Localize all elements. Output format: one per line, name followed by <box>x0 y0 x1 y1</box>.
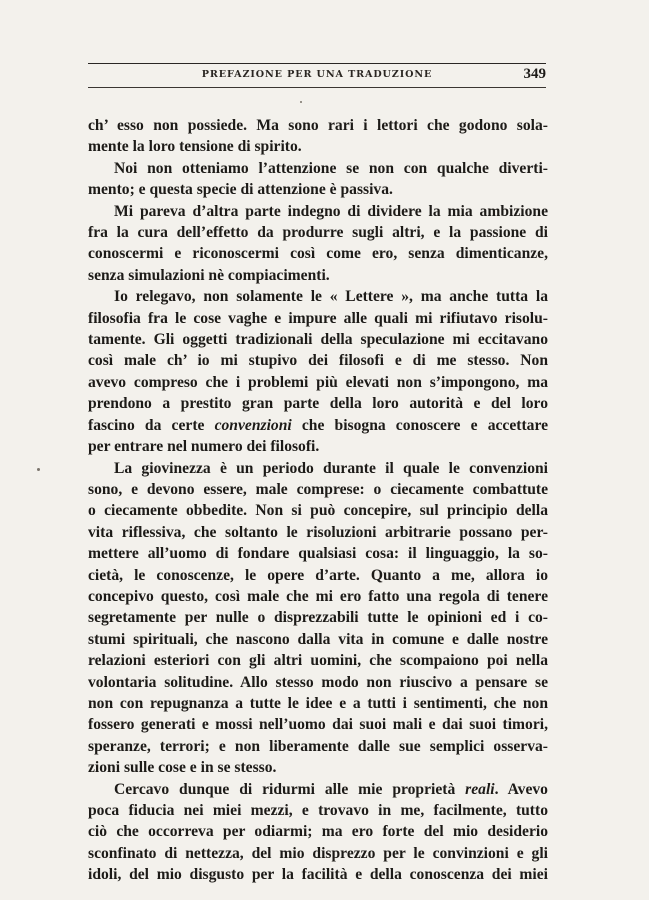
text-line: Cercavo dunque di ridurmi alle mie proprietà reali. Avevo <box>114 780 548 798</box>
text-line: speranze, terrori; e non liberamente dalle sue semplici osserva- <box>88 737 548 755</box>
text-line: stumi spirituali, che nascono dalla vita in comune e dalle nostre <box>88 630 548 648</box>
text-line: concepivo questo, così male che mi ero fatto una regola di tenere <box>88 587 548 605</box>
text-line: idoli, del mio disgusto per la facilità e della conoscenza dei miei <box>88 866 548 884</box>
text-line: prendono a prestito gran parte della loro autorità e del loro <box>88 395 548 413</box>
page-number: 349 <box>523 66 546 82</box>
text-line: Mi pareva d’altra parte indegno di dividere la mia ambizione <box>114 202 548 220</box>
text-line: zioni sulle cose e in se stesso. <box>88 759 277 777</box>
text-line: cietà, le conoscenze, le opere d’arte. Quanto a me, allora io <box>88 566 548 584</box>
text-line: mente la loro tensione di spirito. <box>88 138 302 156</box>
text-line: Io relegavo, non solamente le « Lettere », ma anche tutta la <box>114 288 548 306</box>
text-line: volontaria solitudine. Allo stesso modo non riuscivo a pensare se <box>88 673 548 691</box>
body-text <box>88 115 548 886</box>
italic-word: convenzioni <box>214 416 292 434</box>
text-line: fascino da certe convenzioni che bisogna conoscere e accettare <box>88 416 549 434</box>
running-header <box>88 66 546 88</box>
paper-speck <box>37 468 40 471</box>
text-line: o ciecamente obbedite. Non si può concepire, sul principio della <box>88 502 548 520</box>
text-line: conoscermi e riconoscermi così come ero, senza dimenticanze, <box>88 245 548 263</box>
text-line: fra la cura dell’effetto da produrre sugli altri, e la passione di <box>88 224 548 242</box>
text-line: La giovinezza è un periodo durante il quale le convenzioni <box>114 459 548 477</box>
text-line: ch’ esso non possiede. Ma sono rari i lettori che godono sola- <box>88 117 548 134</box>
text-line: vita riflessiva, che soltanto le risoluzioni arbitrarie possano per- <box>88 523 548 541</box>
text-line: Noi non otteniamo l’attenzione se non con qualche diverti- <box>114 159 548 177</box>
text-line: senza simulazioni nè compiacimenti. <box>88 266 330 284</box>
text-line: ciò che occorreva per odiarmi; ma ero forte del mio desiderio <box>88 823 548 841</box>
header-rule-bottom <box>88 87 546 88</box>
italic-word: reali <box>465 780 495 798</box>
text-line: mettere all’uomo di fondare qualsiasi cosa: il linguaggio, la so- <box>88 545 548 563</box>
text-line: sconfinato di nettezza, del mio disprezzo per le convinzioni e gli <box>88 844 548 862</box>
text-line: filosofia fra le cose vaghe e impure alle quali mi rifiutavo risolu- <box>88 309 548 327</box>
text-line: avevo compreso che i problemi più elevati non s’impongono, ma <box>88 373 548 391</box>
text-line: così male ch’ io mi stupivo dei filosofi e di me stesso. Non <box>88 352 548 370</box>
text-line: poca fiducia nei miei mezzi, e trovavo in me, facilmente, tutto <box>88 802 548 819</box>
text-line: relazioni esteriori con gli altri uomini, che scompaiono poi nella <box>88 652 548 670</box>
header-rule-top <box>88 63 546 64</box>
text-line: segretamente per nulle o disprezzabili tutte le opinioni ed i co- <box>88 609 548 627</box>
text-line: non con repugnanza a tutte le idee e a tutti i sentimenti, che non <box>88 694 548 712</box>
text-line: sono, e devono essere, male comprese: o ciecamente combattute <box>88 480 548 498</box>
text-line: mento; e questa specie di attenzione è passiva. <box>88 181 393 199</box>
text-line: fossero generati e mossi nell’uomo dai suoi mali e dai suoi timori, <box>88 716 548 734</box>
running-title: PREFAZIONE PER UNA TRADUZIONE <box>201 69 433 80</box>
paper-speck <box>300 101 302 103</box>
text-line: per entrare nel numero dei filosofi. <box>88 438 320 456</box>
text-line: tamente. Gli oggetti tradizionali della speculazione mi eccitavano <box>88 331 548 349</box>
